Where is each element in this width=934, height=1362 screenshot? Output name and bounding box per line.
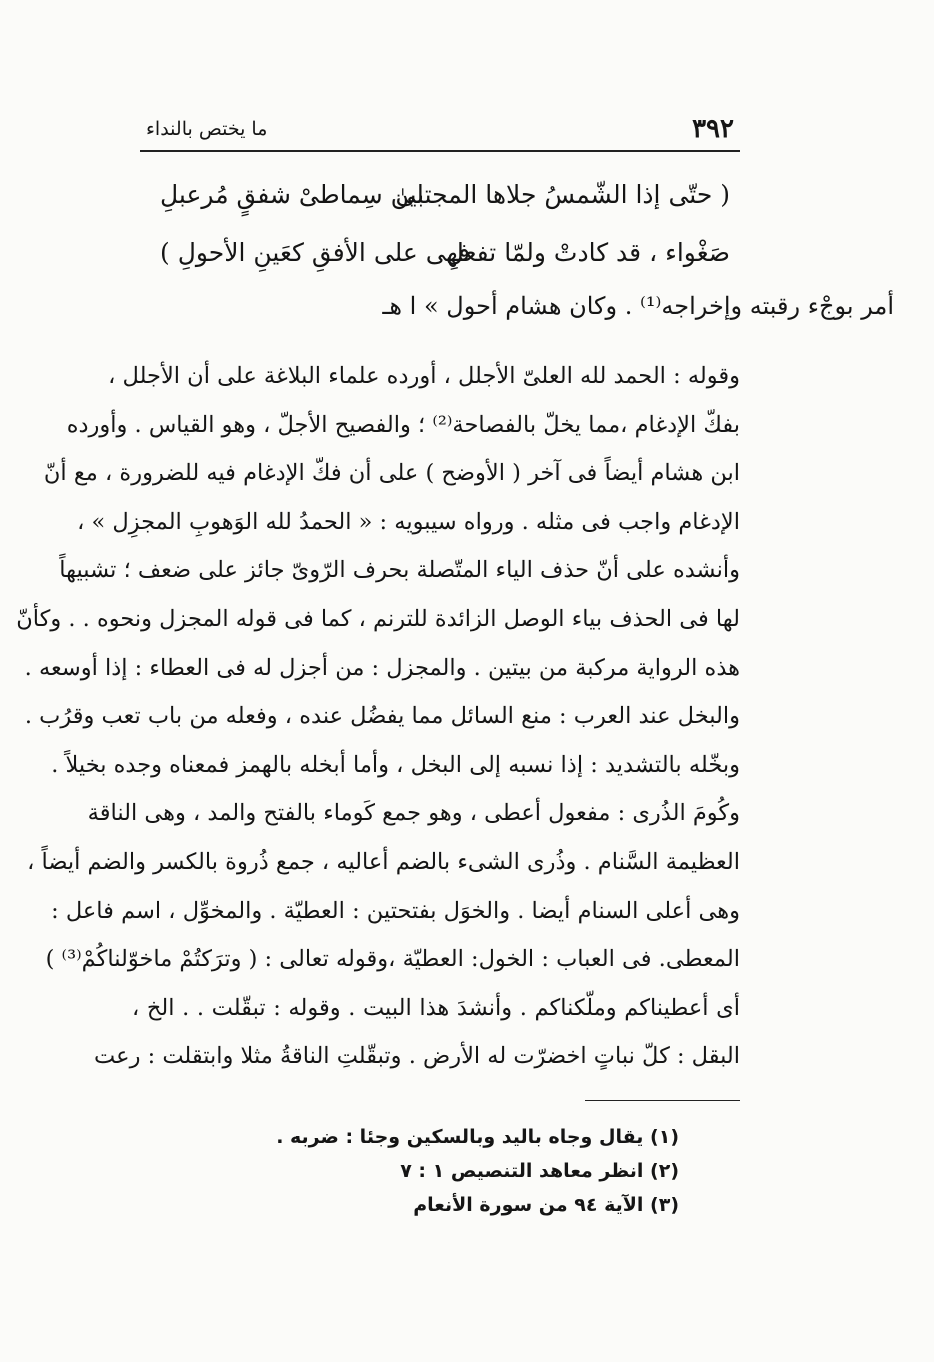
body-line: وبخّله بالتشديد : إذا نسبه إلى البخل ، وأما أبخله بالهمز فمعناه وجده بخيلاً . bbox=[51, 751, 740, 778]
poem-block bbox=[150, 176, 730, 292]
verse-2-second-hemistich: فهى على الأفقِ كعَينِ الأحولِ ) bbox=[160, 238, 471, 267]
body-line: وهى أعلى السنام أيضا . والخوَل بفتحتين : العطيّة . والمخوِّل ، اسم فاعل : bbox=[51, 897, 740, 924]
verse-1-second-hemistich: بين سِماطىْ شفقٍ مُرعبلِ bbox=[160, 180, 425, 209]
page-header bbox=[140, 112, 740, 148]
verse-1-first-hemistich: ( حتّى إذا الشّمسُ جلاها المجتلىٰ bbox=[395, 180, 730, 209]
body-line: العظيمة السَّنام . وذُرى الشىء بالضم أعاليه ، جمع ذُروة بالكسر والضم أيضاً ، bbox=[27, 848, 740, 875]
body-line: هذه الرواية مركبة من بيتين . والمجزل : من أجزل له فى العطاء : إذا أوسعه . bbox=[24, 654, 740, 681]
footnote-1: (١) يقال وجاه باليد وبالسكين وجئا : ضربه . bbox=[276, 1126, 679, 1148]
body-line: وأنشده على أنّ حذف الياء المتّصلة بحرف الرّوىّ جائز على ضعف ؛ تشبيهاً bbox=[59, 557, 740, 584]
footnote-2: (٢) انظر معاهد التنصيص ١ : ٧ bbox=[400, 1160, 679, 1182]
verse-2 bbox=[150, 234, 730, 292]
after-verse-line: أمر بوجْء رقبته وإخراجه⁽¹⁾ . وكان هشام أحول » ا هـ bbox=[382, 292, 894, 320]
body-line: البقل : كلّ نباتٍ اخضرّت له الأرض . وتبقّلتِ الناقةُ مثلا وابتقلت : رعت bbox=[94, 1043, 740, 1070]
running-title: ما يختص بالنداء bbox=[146, 118, 268, 140]
body-line: لها فى الحذف بياء الوصل الزائدة للترنم ، كما فى قوله المجزل ونحوه . . وكأنّ bbox=[16, 605, 740, 632]
verse-2-first-hemistich: صَغْواء ، قد كادتْ ولمّا تفعلِ bbox=[445, 238, 730, 267]
body-text bbox=[16, 352, 740, 1081]
body-line: وكُومَ الذُرى : مفعول أعطى ، وهو جمع كَوماء بالفتح والمد ، وهى الناقة bbox=[87, 800, 740, 827]
footnote-divider bbox=[585, 1100, 740, 1101]
body-line: المعطى. فى العباب : الخول: العطيّة ،وقوله تعالى : ( وترَكتُمْ ماخوّلناكُمْ⁽³⁾ ) bbox=[45, 946, 740, 973]
footnotes bbox=[276, 1120, 679, 1222]
body-line: وقوله : الحمد لله العلىّ الأجلل ، أورده علماء البلاغة على أن الأجلل ، bbox=[108, 363, 740, 389]
page-number: ٣٩٢ bbox=[692, 114, 734, 144]
body-line: أى أعطيناكم وملّكناكم . وأنشدَ هذا البيت . وقوله : تبقّلت . . الخ ، bbox=[132, 994, 740, 1021]
header-divider bbox=[140, 150, 740, 152]
body-line: ابن هشام أيضاً فى آخر ( الأوضح ) على أن فكّ الإدغام فيه للضرورة ، مع أنّ bbox=[43, 460, 740, 487]
body-line: والبخل عند العرب : منع السائل مما يفضُل عنده ، وفعله من باب تعب وقرُب . bbox=[24, 703, 740, 730]
verse-1 bbox=[150, 176, 730, 234]
body-line: بفكّ الإدغام ،مما يخلّ بالفصاحة⁽²⁾ ؛ والفصيح الأجلّ ، وهو القياس . وأورده bbox=[66, 411, 740, 438]
footnote-3: (٣) الآية ٩٤ من سورة الأنعام bbox=[413, 1194, 679, 1216]
body-line: الإدغام واجب فى مثله . ورواه سيبويه : « الحمدُ لله الوَهوبِ المجزِل » ، bbox=[77, 508, 740, 535]
